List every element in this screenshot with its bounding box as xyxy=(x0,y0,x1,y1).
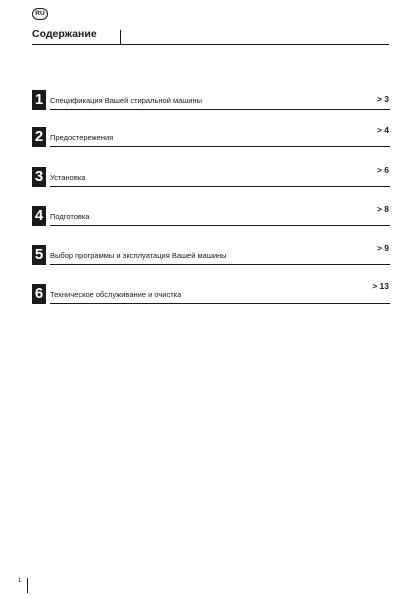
toc-label: Выбор программы и эксплуатация Вашей машины xyxy=(50,251,227,260)
toc-number: 2 xyxy=(32,127,46,147)
toc-rule xyxy=(50,186,390,187)
title-rule xyxy=(32,44,389,45)
toc-page-ref: > 9 xyxy=(376,243,389,253)
footer-margin-mark xyxy=(27,578,28,593)
title-tick-divider xyxy=(120,30,121,45)
toc-label: Предостережения xyxy=(50,133,114,142)
toc-number: 3 xyxy=(32,167,46,187)
toc-entry-2[interactable] xyxy=(32,127,392,147)
toc-number: 4 xyxy=(32,206,46,226)
toc-entry-1[interactable] xyxy=(32,90,392,110)
toc-entry-6[interactable] xyxy=(32,281,392,304)
page-title: Содержание xyxy=(32,28,97,40)
toc-entry-3[interactable] xyxy=(32,167,392,187)
toc-rule xyxy=(50,303,390,304)
toc-page-ref: > 4 xyxy=(376,125,389,135)
footer-page-number: 1 xyxy=(18,578,22,584)
toc-rule xyxy=(50,264,390,265)
toc-label: Техническое обслуживание и очистка xyxy=(50,290,182,299)
toc-rule xyxy=(50,225,390,226)
toc-entry-4[interactable] xyxy=(32,206,392,226)
toc-entry-5[interactable] xyxy=(32,245,392,265)
toc-rule xyxy=(50,109,390,110)
toc-page-ref: > 3 xyxy=(376,94,389,104)
toc-number: 6 xyxy=(32,284,46,304)
toc-page-ref: > 8 xyxy=(376,204,389,214)
toc-number: 1 xyxy=(32,90,46,110)
toc-number: 5 xyxy=(32,245,46,265)
toc-page-ref: > 13 xyxy=(372,281,389,291)
language-badge: RU xyxy=(32,8,48,20)
toc-page-ref: > 6 xyxy=(376,165,389,175)
toc-rule xyxy=(50,146,390,147)
toc-label: Спецификация Вашей стиральной машины xyxy=(50,96,203,105)
toc-label: Установка xyxy=(50,173,86,182)
toc-label: Подготовка xyxy=(50,212,90,221)
